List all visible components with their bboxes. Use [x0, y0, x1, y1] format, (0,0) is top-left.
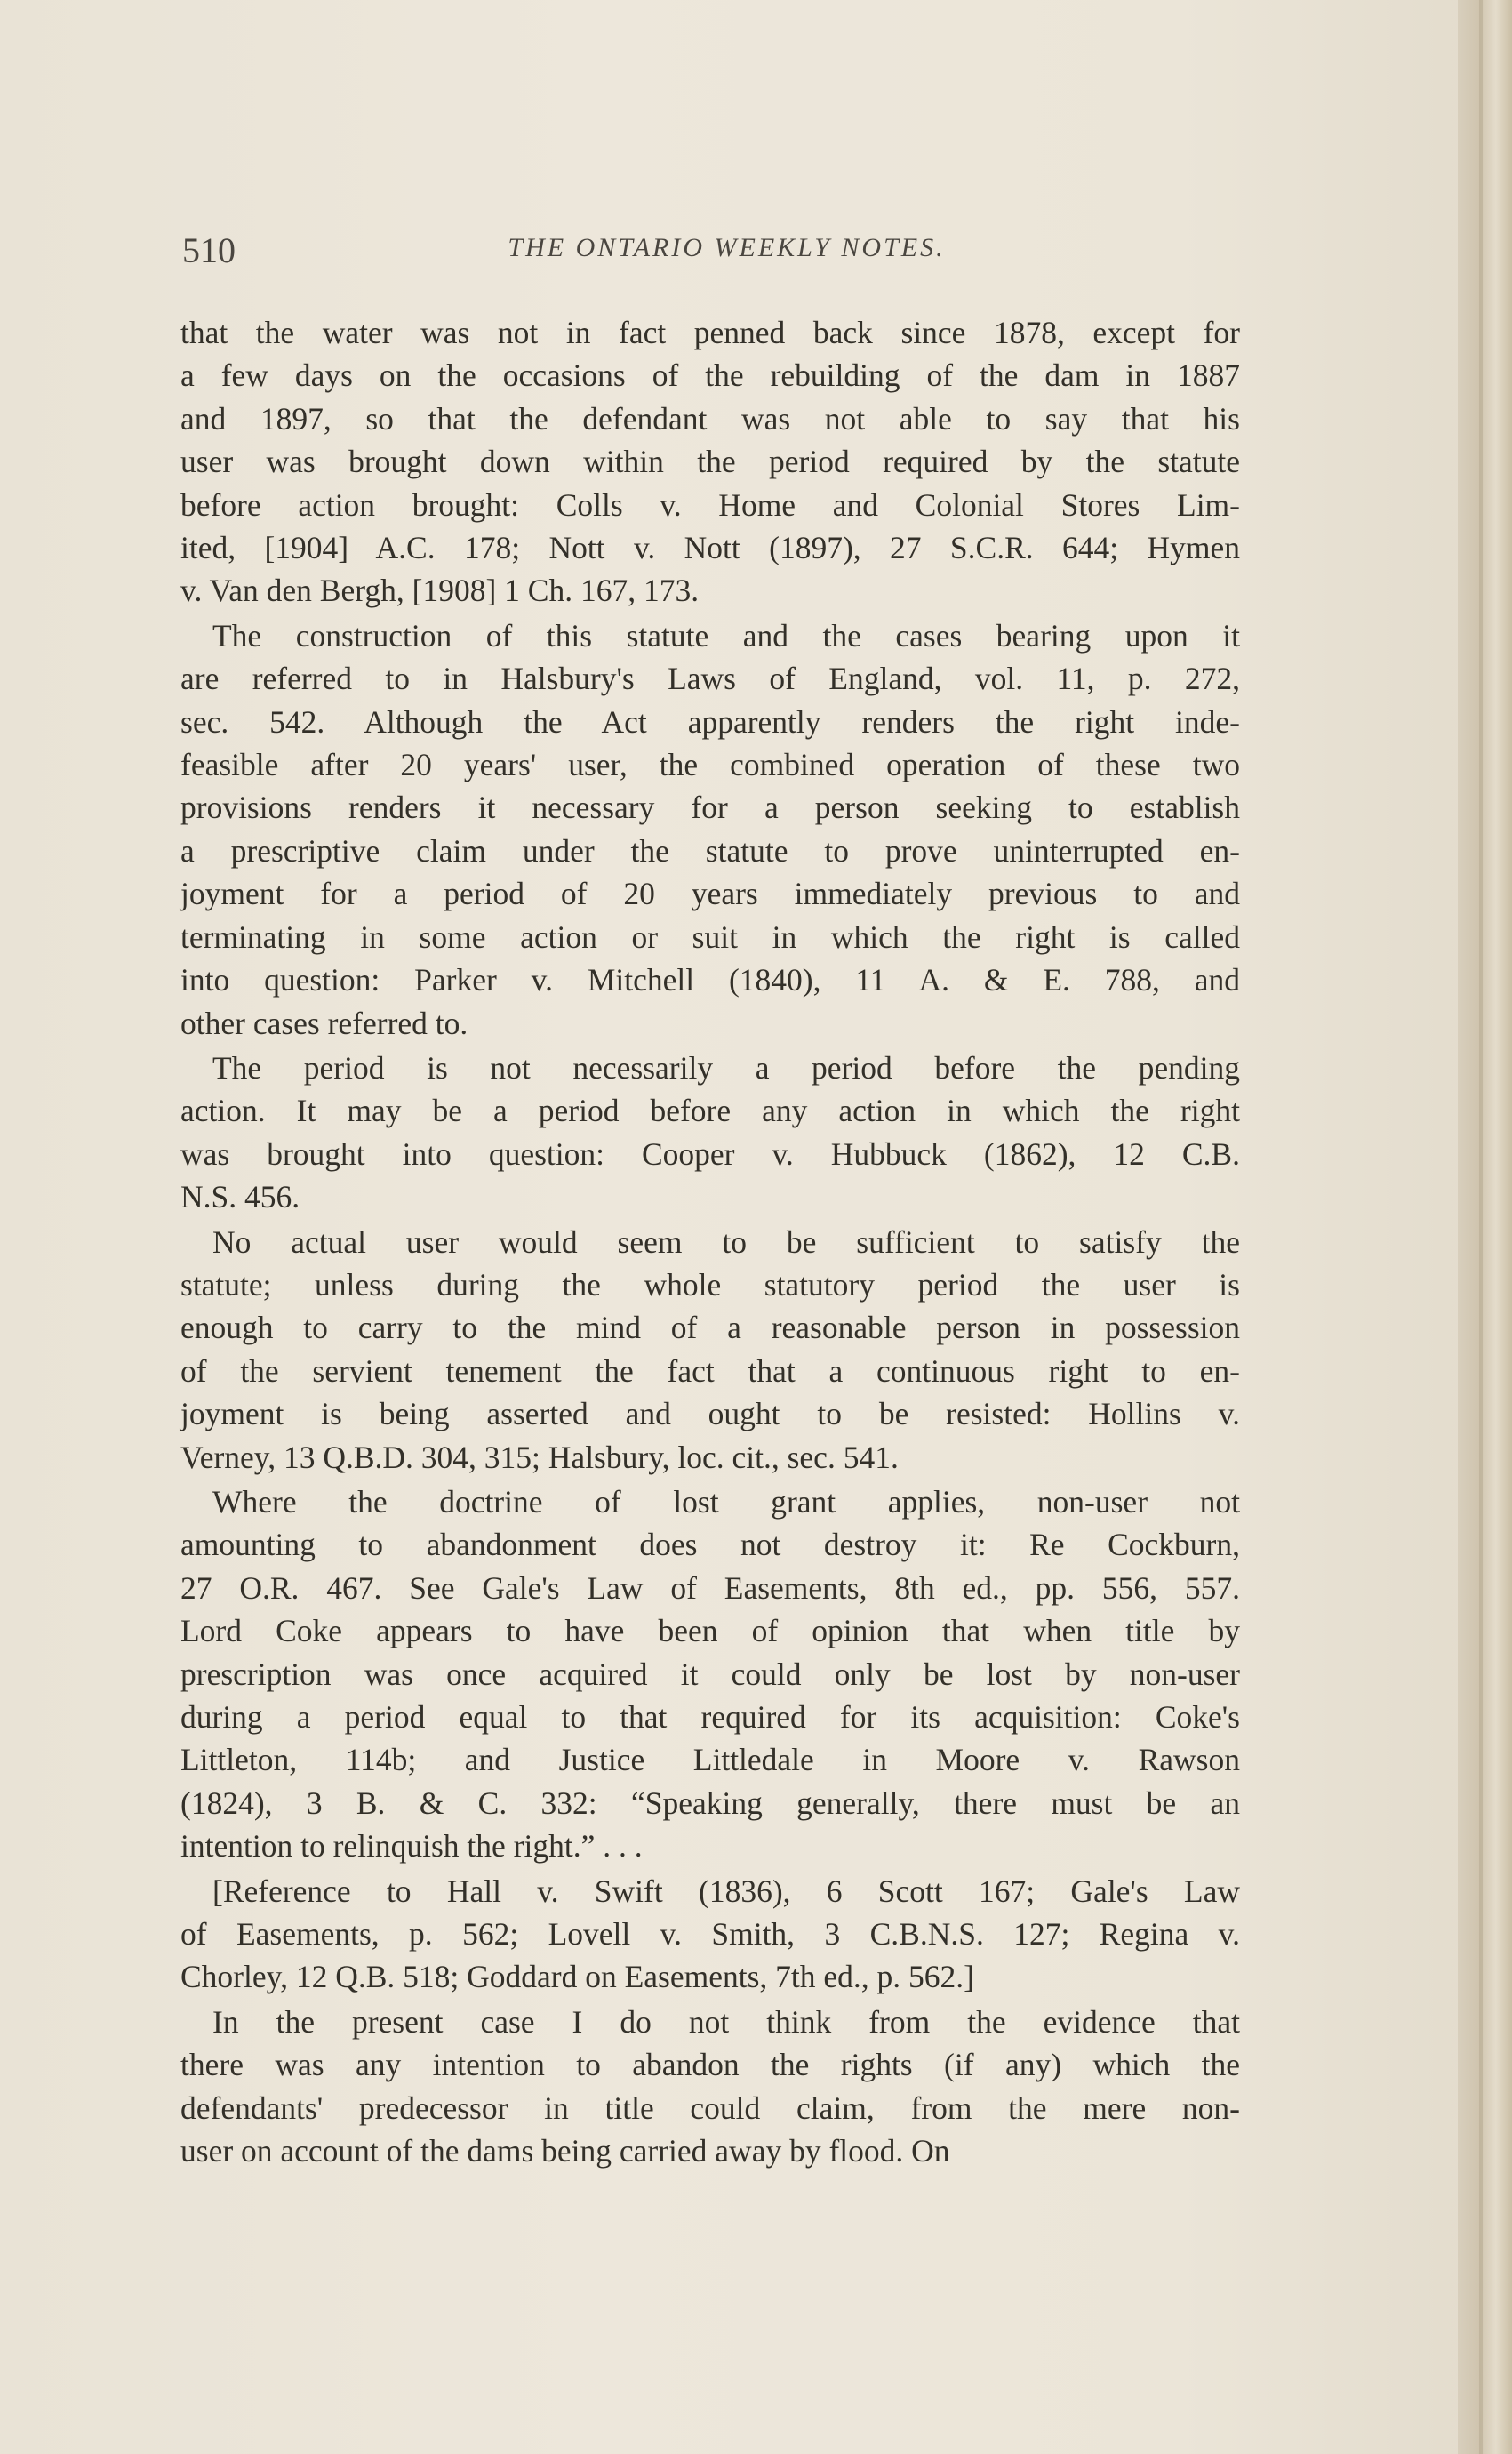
text-line: user was brought down within the period required by the statute	[180, 444, 1240, 480]
text-line: joyment is being asserted and ought to be resisted: Hollins v.	[180, 1396, 1240, 1432]
text-line: Littleton, 114b; and Justice Littledale in Moore v. Rawson	[180, 1742, 1240, 1778]
text-line: defendants' predecessor in title could claim, from the mere non-	[180, 2089, 1240, 2126]
text-line: enough to carry to the mind of a reasonable person in possession	[180, 1310, 1240, 1346]
text-line: amounting to abandonment does not destroy it: Re Cockburn,	[180, 1527, 1240, 1563]
paragraph	[180, 2001, 1240, 2173]
text-line: was brought into question: Cooper v. Hubbuck (1862), 12 C.B.	[180, 1135, 1240, 1172]
text-line: action. It may be a period before any action in which the right	[180, 1093, 1240, 1129]
text-line: before action brought: Colls v. Home and Colonial Stores Lim-	[180, 486, 1240, 523]
text-line: that the water was not in fact penned back since 1878, except for	[180, 315, 1240, 350]
text-line: during a period equal to that required for its acquisition: Coke's	[180, 1699, 1240, 1735]
text-line: The construction of this statute and the cases bearing upon it	[212, 617, 1240, 654]
text-line: sec. 542. Although the Act apparently renders the right inde-	[180, 703, 1240, 740]
text-line: [Reference to Hall v. Swift (1836), 6 Scott 167; Gale's Law	[212, 1873, 1240, 1909]
journal-title: THE ONTARIO WEEKLY NOTES.	[508, 233, 946, 262]
text-line: user on account of the dams being carried away by flood. On	[180, 2133, 950, 2169]
text-line: joyment for a period of 20 years immediately previous to and	[180, 876, 1240, 912]
body-text	[180, 311, 1240, 2174]
paragraph	[180, 1870, 1240, 1999]
text-line: statute; unless during the whole statutory period the user is	[180, 1266, 1240, 1303]
text-line: a prescriptive claim under the statute to prove uninterrupted en-	[180, 832, 1240, 869]
text-line: are referred to in Halsbury's Laws of England, vol. 11, p. 272,	[180, 661, 1240, 697]
text-line: (1824), 3 B. & C. 332: “Speaking generally, there must be an	[180, 1784, 1240, 1821]
text-line: feasible after 20 years' user, the combined operation of these two	[180, 747, 1240, 783]
paragraph	[180, 614, 1240, 1045]
paragraph	[180, 1047, 1240, 1219]
paragraph	[180, 1221, 1240, 1479]
paragraph	[180, 311, 1240, 613]
text-line: ited, [1904] A.C. 178; Nott v. Nott (1897), 27 S.C.R. 644; Hymen	[180, 530, 1240, 566]
text-line: In the present case I do not think from the evidence that	[212, 2003, 1240, 2040]
page-binding-edge	[1458, 0, 1512, 2454]
text-line: The period is not necessarily a period before the pending	[212, 1049, 1240, 1086]
text-line: terminating in some action or suit in which the right is called	[180, 918, 1240, 955]
paragraph	[180, 1480, 1240, 1868]
page-number: 510	[182, 230, 236, 270]
text-line: of the servient tenement the fact that a continuous right to en-	[180, 1352, 1240, 1389]
text-line: there was any intention to abandon the rights (if any) which the	[180, 2047, 1240, 2083]
text-line: v. Van den Bergh, [1908] 1 Ch. 167, 173.	[180, 573, 700, 609]
text-line: of Easements, p. 562; Lovell v. Smith, 3 C.B.N.S. 127; Regina v.	[180, 1916, 1240, 1953]
text-line: into question: Parker v. Mitchell (1840), 11 A. & E. 788, and	[180, 962, 1240, 998]
text-line: Lord Coke appears to have been of opinion that when title by	[180, 1613, 1240, 1649]
text-line: No actual user would seem to be sufficient to satisfy the	[212, 1223, 1240, 1260]
text-line: N.S. 456.	[180, 1179, 300, 1215]
text-line: intention to relinquish the right.” . . .	[180, 1828, 643, 1865]
text-line: Where the doctrine of lost grant applies, non-user not	[212, 1483, 1240, 1520]
text-line: 27 O.R. 467. See Gale's Law of Easements, 8th ed., pp. 556, 557.	[180, 1569, 1240, 1606]
text-line: a few days on the occasions of the rebuilding of the dam in 1887	[180, 357, 1240, 394]
text-line: other cases referred to.	[180, 1005, 468, 1041]
text-line: Chorley, 12 Q.B. 518; Goddard on Easements, 7th ed., p. 562.]	[180, 1959, 974, 1995]
running-head	[182, 229, 1253, 274]
text-line: provisions renders it necessary for a person seeking to establish	[180, 790, 1240, 826]
text-line: Verney, 13 Q.B.D. 304, 315; Halsbury, loc. cit., sec. 541.	[180, 1439, 899, 1475]
text-line: prescription was once acquired it could only be lost by non-user	[180, 1656, 1240, 1692]
text-line: and 1897, so that the defendant was not able to say that his	[180, 400, 1240, 437]
